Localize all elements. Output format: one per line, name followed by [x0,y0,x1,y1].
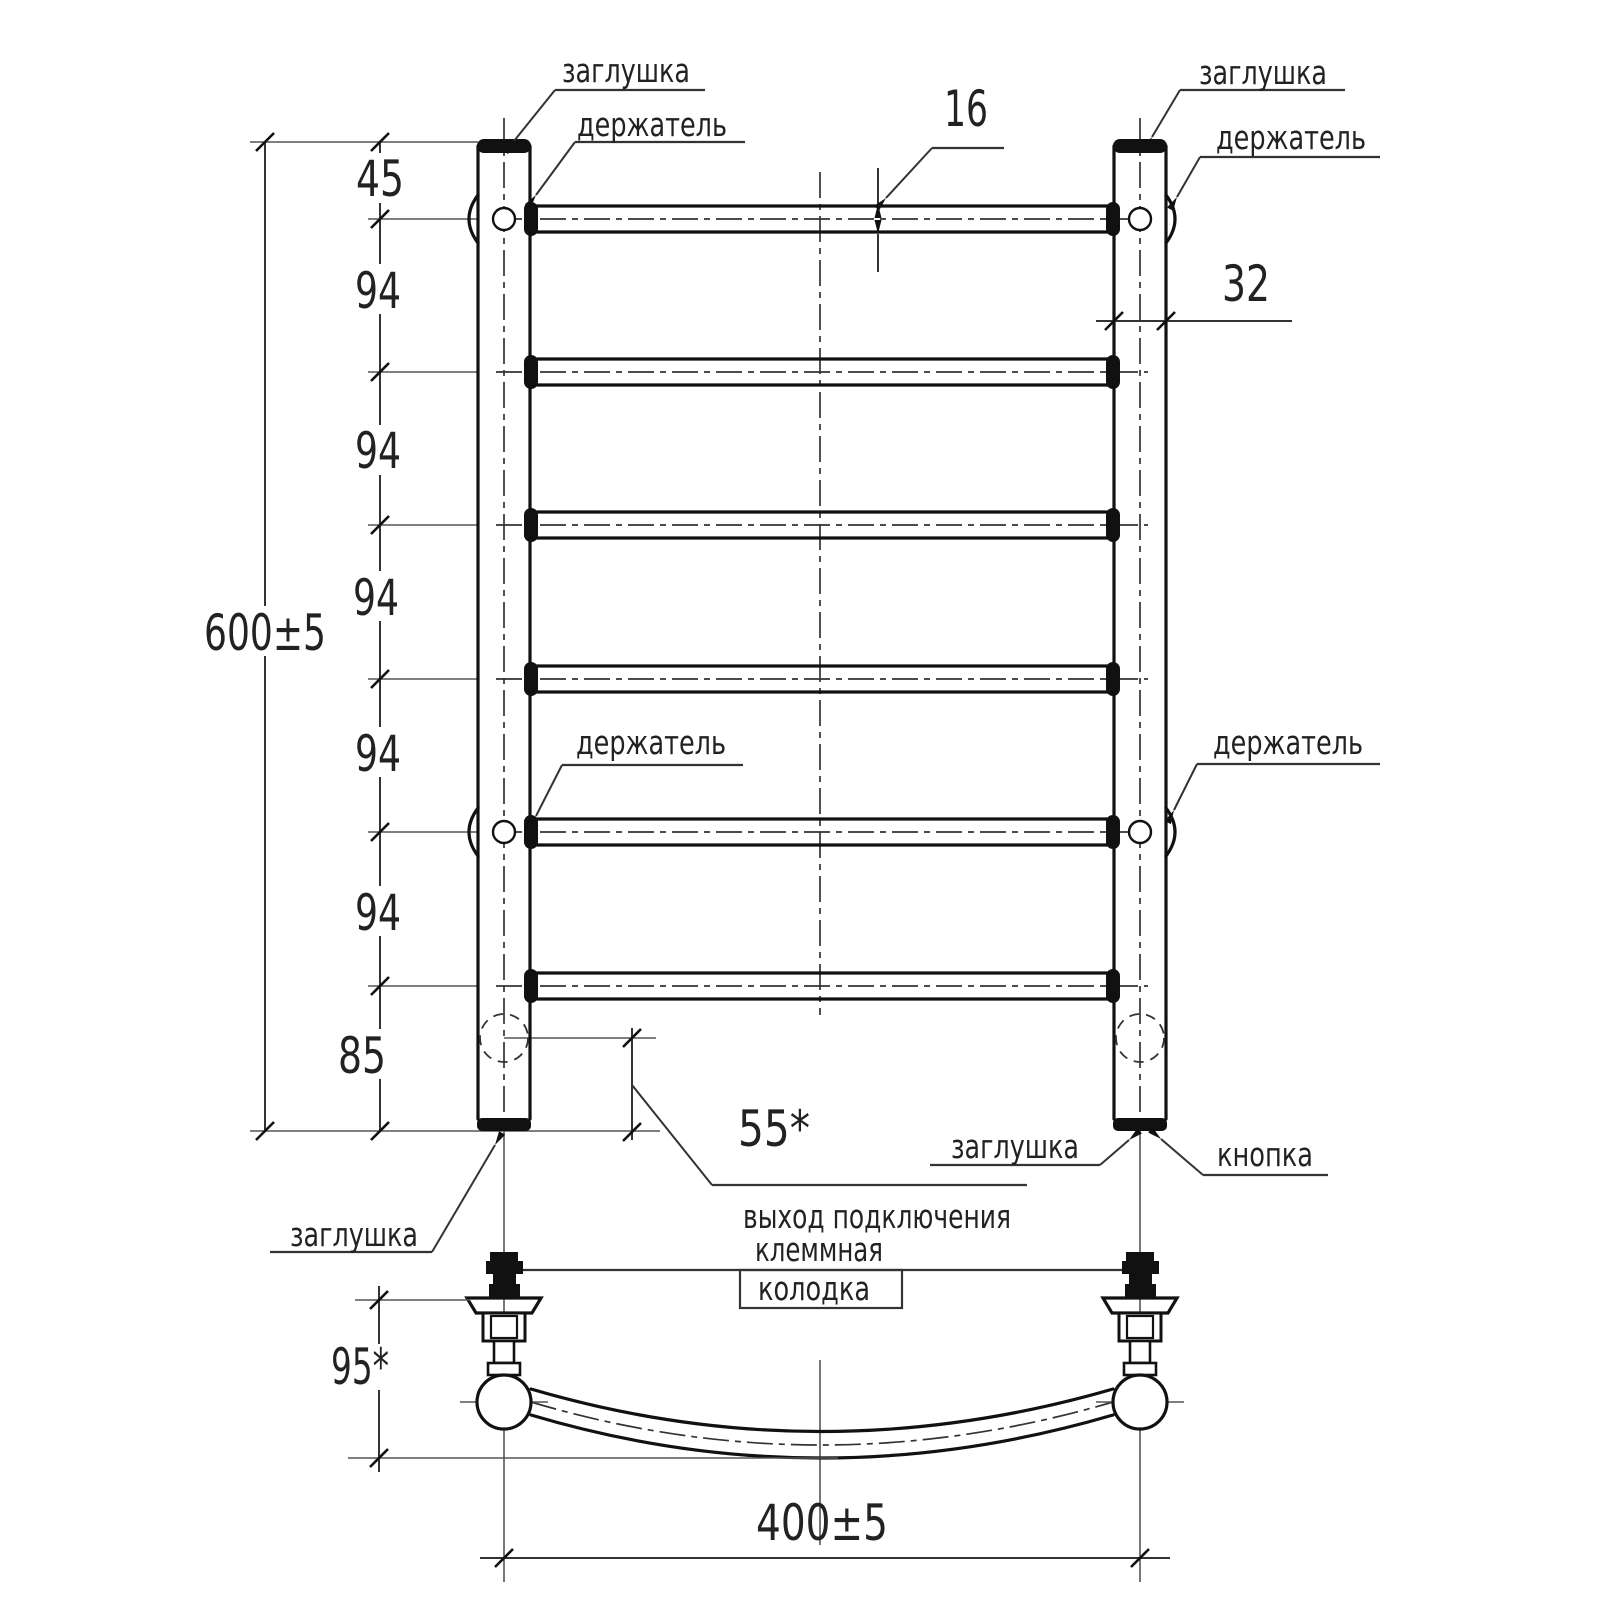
wall-bracket-right [1103,1252,1177,1429]
dim-rung-spacing-2: 94 [355,422,401,480]
label-holder-top-left: держатель [577,105,727,144]
label-plug-bottom-mid: заглушка [951,1127,1079,1166]
rung-1 [496,202,1148,236]
label-plug-top-right: заглушка [1199,53,1327,92]
dim-bottom-offset: 85 [338,1027,386,1085]
rung-2 [496,355,1148,389]
terminal-block-left [489,1284,520,1298]
rung-4 [496,662,1148,696]
post-right [1113,139,1175,1131]
label-connection-outlet: выход подключения [743,1197,1011,1236]
label-button: кнопка [1217,1135,1313,1174]
label-holder-mid-left: держатель [576,723,726,762]
plug-top-left [477,139,531,153]
curved-rail-top-edge [531,1389,1113,1432]
dim-rung-spacing-1: 94 [355,262,401,320]
label-terminal-block-line1: клеммная [755,1230,883,1269]
plug-bottom-right [1113,1118,1167,1131]
dim-rung-spacing-4: 94 [355,725,401,783]
plug-top-right [1113,139,1167,153]
dim-bracket-depth: 95* [331,1338,389,1396]
dim-overall-height: 600±5 [204,604,326,662]
label-holder-mid-right: держатель [1213,723,1363,762]
rung-6 [496,969,1148,1003]
dim-overall-width: 400±5 [756,1494,888,1552]
label-plug-top-left: заглушка [562,51,690,90]
curved-rail-bottom-edge [531,1415,1113,1458]
label-plug-bottom-left: заглушка [290,1215,418,1254]
centerlines [504,118,1140,1582]
dim-rung-diameter: 16 [944,80,988,138]
dim-post-diameter: 32 [1222,255,1270,313]
label-terminal-block-line2: колодка [758,1269,870,1308]
dimension-chain [256,133,1292,1141]
plug-bottom-left [477,1118,531,1131]
dim-outlet-offset: 55* [738,1100,810,1158]
dim-rung-spacing-3: 94 [353,569,399,627]
rung-5 [496,815,1148,849]
dim-top-offset: 45 [356,150,404,208]
post-left [469,139,531,1131]
label-holder-top-right: держатель [1216,118,1366,157]
leader-lines [270,90,1380,1308]
rungs [496,202,1148,1003]
terminal-block-right [1125,1284,1156,1298]
rung-3 [496,508,1148,542]
wall-bracket-left [467,1252,541,1429]
dim-rung-spacing-5: 94 [355,884,401,942]
